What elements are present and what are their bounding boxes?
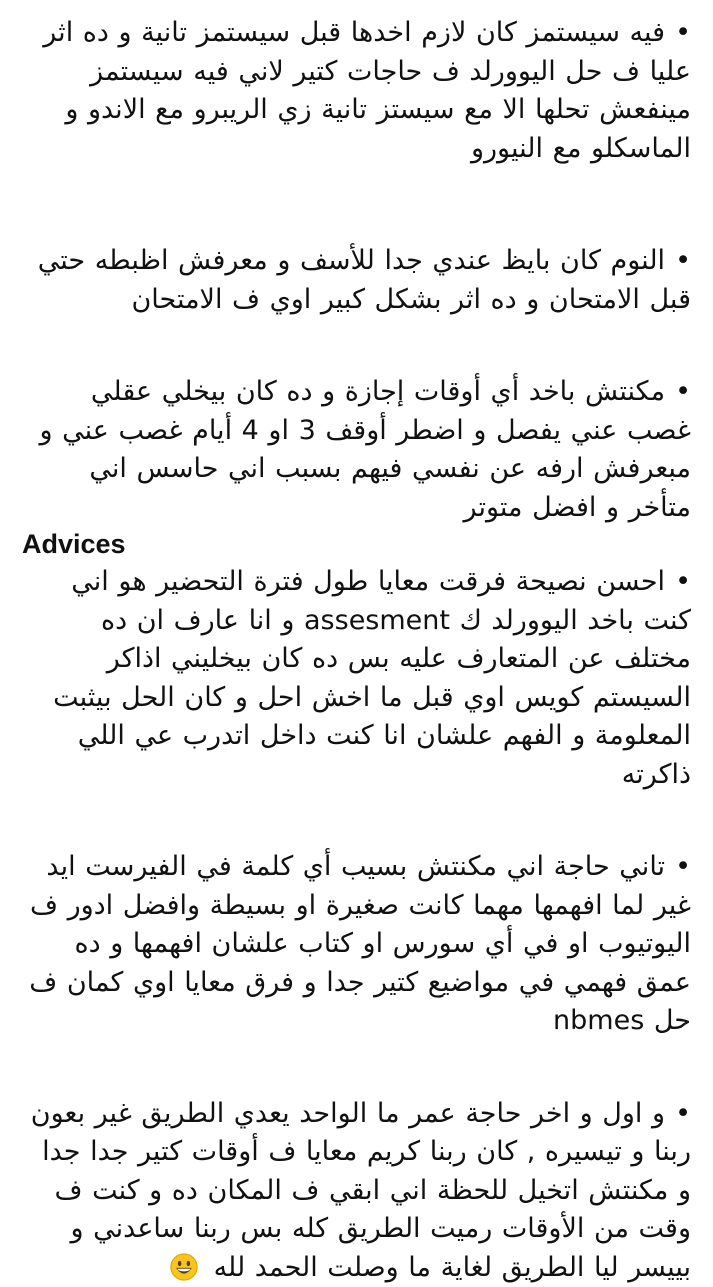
paragraph-gap: [22, 319, 691, 373]
bullet-item-gratitude: [22, 1095, 691, 1287]
bullet-item-sleep: [22, 242, 691, 319]
bullet-item-first-aid: [22, 848, 691, 1041]
bullet-text: احسن نصيحة فرقت معايا طول فترة التحضير هو اني كنت باخد اليوورلد ك assesment و انا عارف ان ده مختلف عن المتعارف عليه بس ده كان بيخليني اذاكر السيستم كويس اوي قبل ما اخش احل و كان الحل بيثبت المعلومة و الفهم علشان انا كنت داخل اتدرب عي اللي ذاكرته: [53, 566, 691, 790]
bullet-item-systems-order: [22, 14, 691, 168]
bullet-dot: •: [675, 1095, 691, 1134]
advices-heading: Advices: [22, 527, 691, 561]
bullet-text: النوم كان بايظ عندي جدا للأسف و معرفش اظبطه حتي قبل الامتحان و ده اثر بشكل كبير اوي ف الامتحان: [38, 245, 691, 315]
paragraph-gap: [22, 1041, 691, 1095]
bullet-dot: •: [675, 563, 691, 602]
bullet-item-uworld-assessment: [22, 563, 691, 794]
bullet-item-vacations: [22, 373, 691, 527]
bullet-text: فيه سيستمز كان لازم اخدها قبل سيستمز تانية و ده اثر عليا ف حل اليوورلد ف حاجات كتير لاني فيه سيستمز مينفعش تحلها الا مع سيستز تانية زي الريبرو مع الاندو و الماسكلو مع النيورو: [43, 17, 691, 164]
bullet-dot: •: [675, 848, 691, 887]
bullet-dot: •: [675, 373, 691, 412]
bullet-dot: •: [675, 242, 691, 281]
paragraph-gap: [22, 168, 691, 242]
bullet-text: تاني حاجة اني مكنتش بسيب أي كلمة في الفيرست ايد غير لما افهمها مهما كانت صغيرة او بسيطة وافضل ادور ف اليوتيوب او في أي سورس او كتاب علشان افهمها و ده عمق فهمي في مواضيع كتير جدا و فرق معايا اوي كمان ف حل nbmes: [29, 851, 691, 1036]
bullet-text: مكنتش باخد أي أوقات إجازة و ده كان بيخلي عقلي غصب عني يفصل و اضطر أوقف 3 او 4 أيام غصب عني و مبعرفش ارفه عن نفسي فيهم بسبب اني حاسس اني متأخر و افضل متوتر: [40, 376, 691, 523]
bullet-dot: •: [675, 14, 691, 53]
bullet-text: و اول و اخر حاجة عمر ما الواحد يعدي الطريق غير بعون ربنا و تيسيره , كان ربنا كريم معايا ف أوقات كتير جدا جدا و مكنتش اتخيل للحظة اني ابقي ف المكان ده و كنت ف وقت من الأوقات رميت الطريق كله بس ربنا ساعدني و بييسر ليا الطريق لغاية ما وصلت الحمد لله: [31, 1098, 691, 1283]
grinning-face-emoji: [170, 1253, 198, 1281]
paragraph-gap: [22, 794, 691, 848]
